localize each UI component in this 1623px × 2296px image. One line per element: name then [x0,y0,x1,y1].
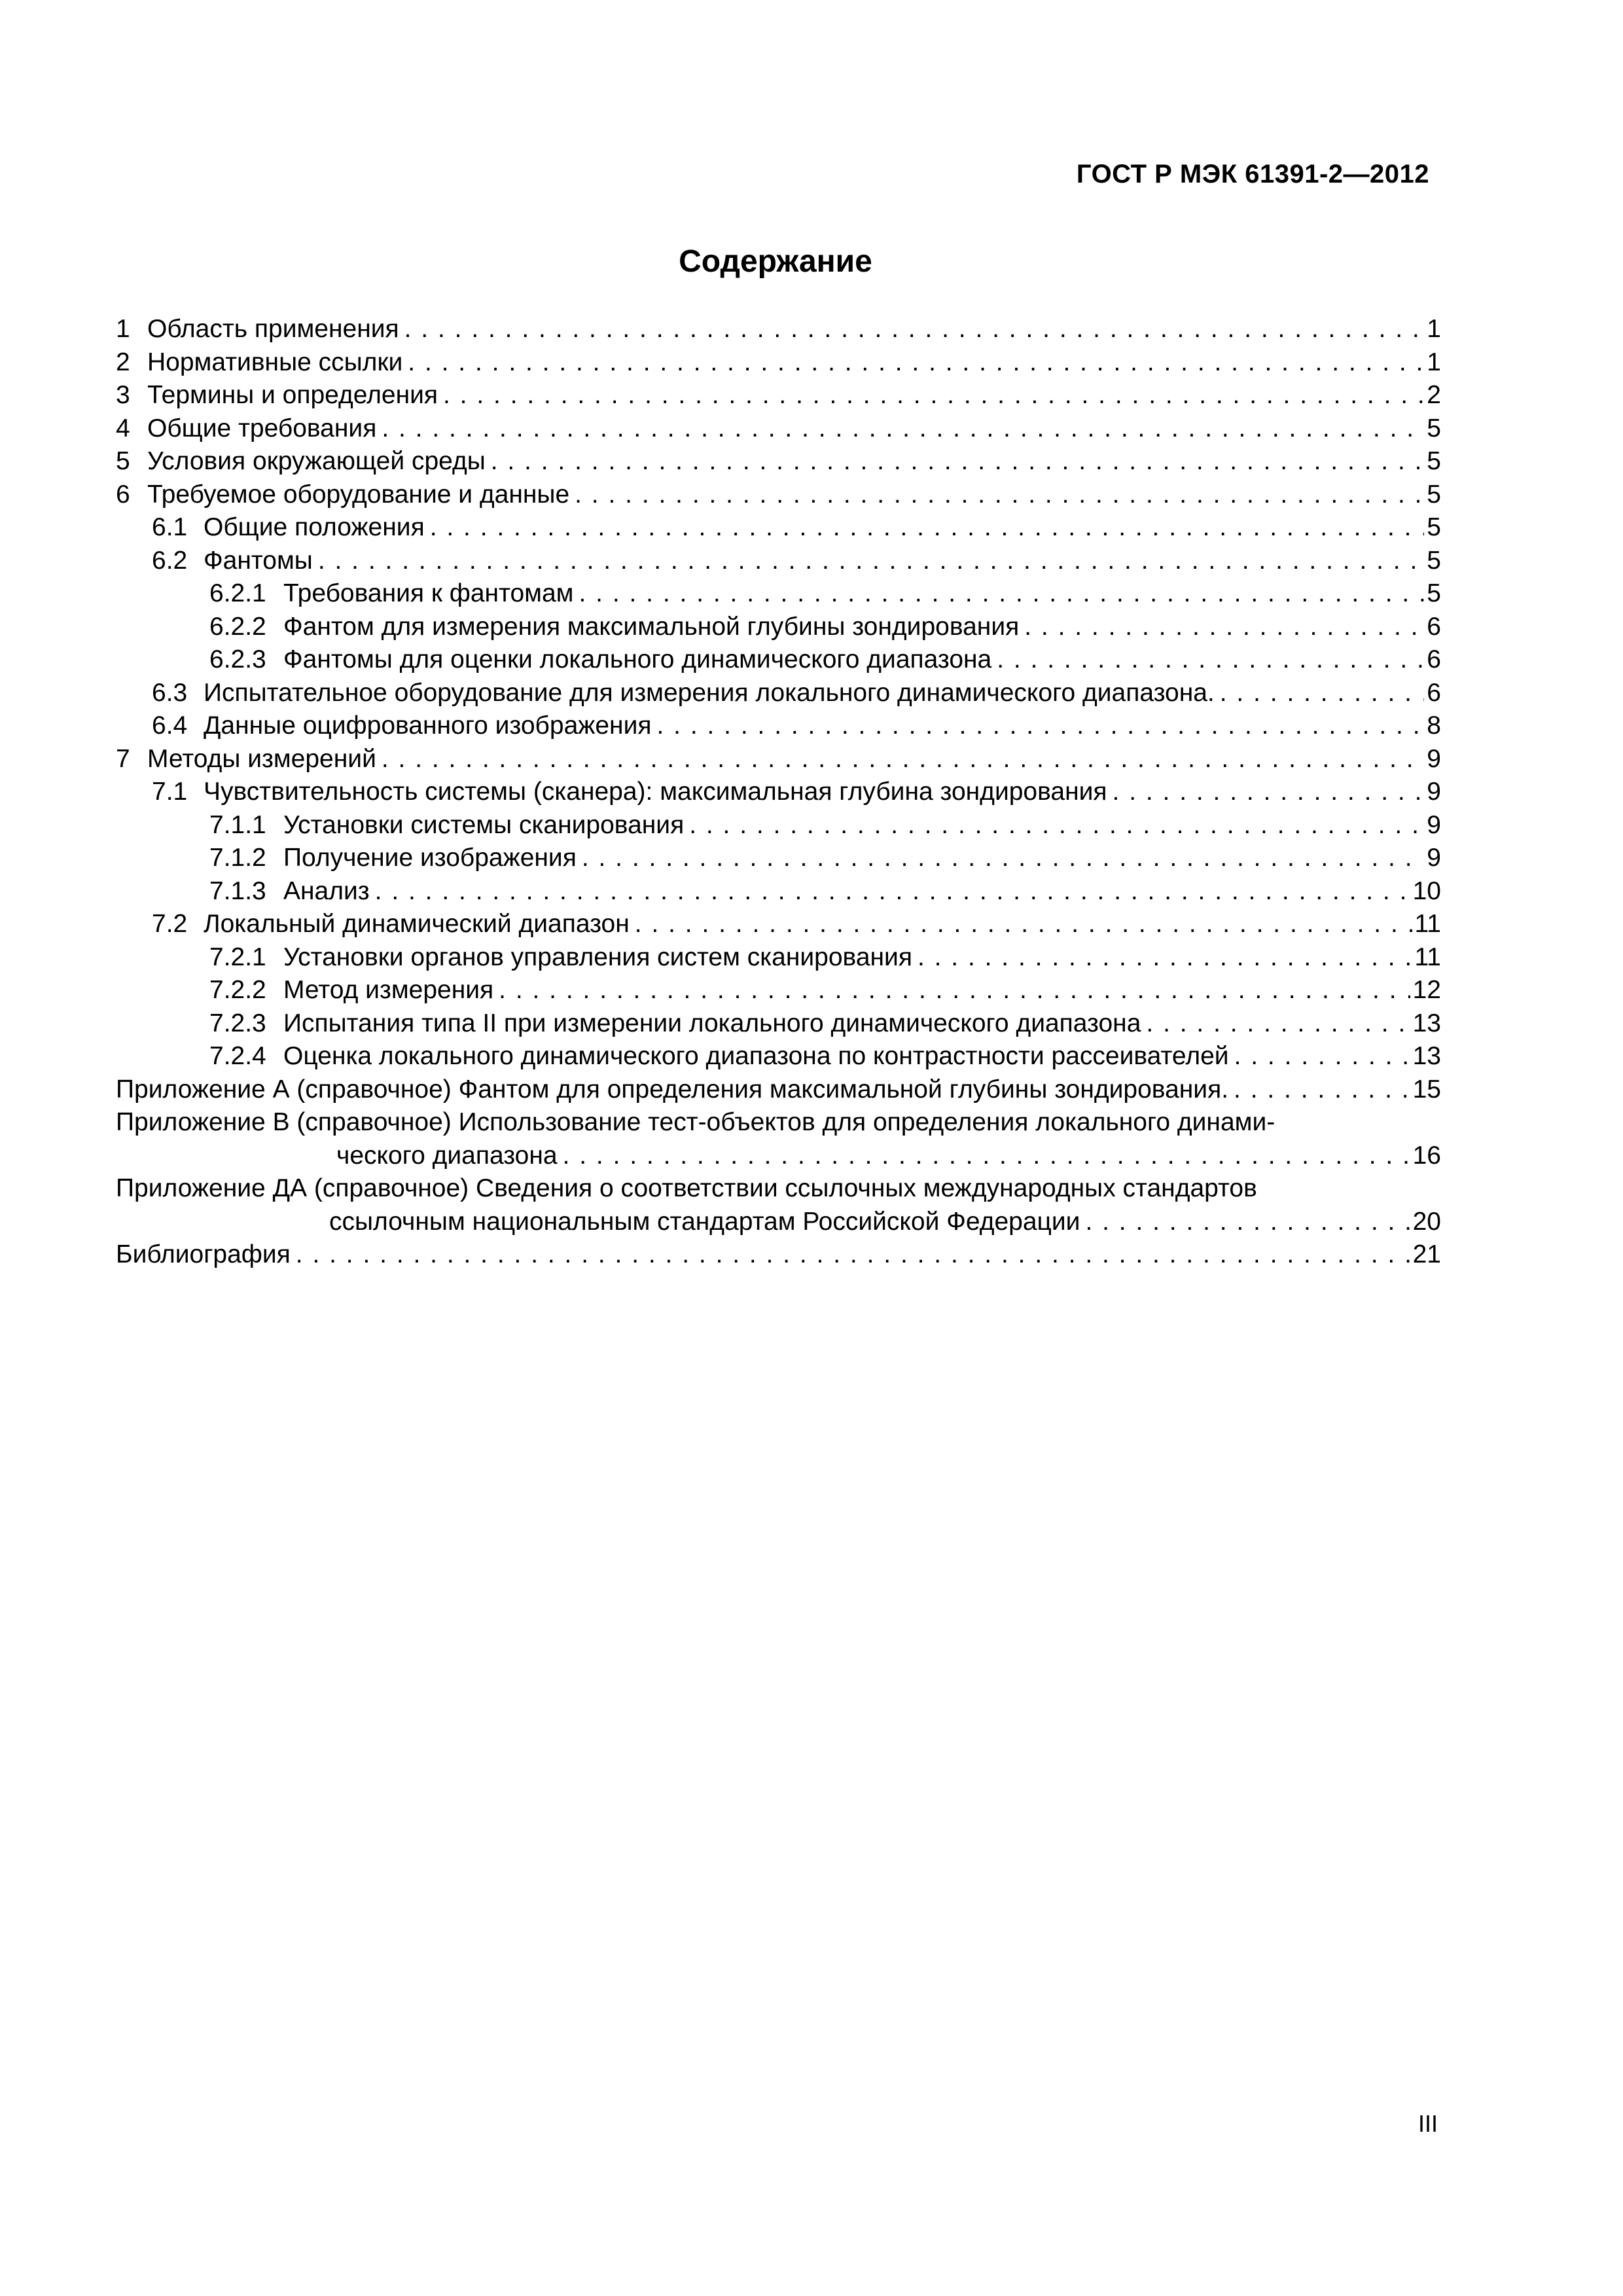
toc-entry-page: 1 [1427,315,1441,343]
toc-leader-dots [499,974,1410,1007]
toc-entry-number: 1 [116,315,130,343]
toc-entry-label: Методы измерений [147,744,376,773]
toc-entry-label: Библиография [116,1240,291,1268]
toc-entry[interactable] [116,346,1441,380]
toc-entry-number: 6 [116,480,130,509]
toc-entry-number: 6.1 [152,513,188,541]
toc-entry-label: Получение изображения [283,844,577,872]
toc-entry-number: 7.2.4 [209,1042,266,1070]
toc-entry-number: 6.2.1 [209,579,266,607]
toc-entry-page: 10 [1412,876,1441,905]
toc-entry-label: Испытания типа II при измерении локального динамического диапазона [283,1009,1141,1037]
toc-entry-page: 6 [1427,678,1441,707]
toc-leader-dots [382,412,1424,446]
toc-entry[interactable] [116,412,1441,446]
toc-entry-number: 7.1.1 [209,810,266,839]
toc-entry[interactable] [116,313,1441,346]
toc-entry-page: 5 [1427,579,1441,607]
toc-entry-label: Условия окружающей среды [147,447,486,475]
toc-entry-label: Термины и определения [147,381,438,409]
toc-entry[interactable] [116,809,1441,842]
toc-leader-dots [918,941,1412,975]
toc-entry-label: Установки системы сканирования [283,810,685,839]
toc-entry[interactable] [116,1007,1441,1041]
toc-entry-label: Требования к фантомам [283,579,574,607]
toc-entry[interactable] [116,611,1441,644]
toc-entry-appendix-da-line2[interactable] [116,1206,1441,1239]
toc-leader-dots [1220,677,1425,710]
toc-leader-dots [404,313,1425,346]
toc-entry-number: 7 [116,744,130,773]
toc-entry-number: 7.1.3 [209,876,266,905]
toc-entry-number: 6.2.2 [209,612,266,641]
toc-entry[interactable] [116,743,1441,776]
toc-entry[interactable] [116,577,1441,611]
toc-leader-dots [1234,1073,1410,1107]
toc-leader-dots [575,478,1424,512]
toc-entry-page: 9 [1427,744,1441,773]
toc-entry-number: 6.4 [152,711,188,740]
toc-entry[interactable] [116,842,1441,875]
toc-entry-page: 5 [1427,480,1441,509]
toc-entry-number: 4 [116,414,130,442]
toc-entry-number: 6.3 [152,678,188,707]
toc-entry-page: 8 [1427,711,1441,740]
toc-entry[interactable] [116,545,1441,578]
toc-entry[interactable] [116,875,1441,908]
page-number: III [1418,2110,1438,2137]
toc-entry-appendix-da-line1[interactable] [116,1172,1441,1206]
toc-entry-number: 7.1.2 [209,844,266,872]
toc-entry-label: Установки органов управления систем сканирования [283,942,912,971]
toc-entry-page: 6 [1427,645,1441,673]
toc-entry-page: 9 [1427,844,1441,872]
toc-entry[interactable] [116,677,1441,710]
toc-entry[interactable] [116,511,1441,545]
toc-entry-page: 11 [1414,942,1441,971]
toc-leader-dots [430,511,1425,545]
toc-entry-number: 6.2 [152,546,188,575]
toc-entry-label: Фантом для измерения максимальной глубины зондирования [283,612,1020,641]
toc-entry-label: ческого диапазона [336,1141,558,1170]
toc-entry-label: Данные оцифрованного изображения [204,711,652,740]
toc-leader-dots [689,809,1424,842]
toc-entry-label: Испытательное оборудование для измерения локального динамического диапазона. [204,678,1215,707]
toc-leader-dots [657,709,1425,743]
toc-entry[interactable] [116,941,1441,975]
toc-leader-dots [563,1139,1410,1173]
toc-entry-page: 16 [1412,1141,1441,1170]
toc-entry-page: 6 [1427,612,1441,641]
toc-entry-appendix-a[interactable] [116,1073,1441,1107]
toc-entry-label: Требуемое оборудование и данные [147,480,570,509]
toc-leader-dots [382,743,1424,776]
toc-entry[interactable] [116,445,1441,478]
page-title: Содержание [679,244,872,279]
toc-entry[interactable] [116,643,1441,677]
toc-leader-dots [1234,1040,1410,1073]
toc-entry[interactable] [116,776,1441,809]
toc-entry-number: 7.2.1 [209,942,266,971]
toc-entry-label: Анализ [283,876,370,905]
toc-entry-label: ссылочным национальным стандартам Российской Федерации [329,1207,1080,1236]
toc-leader-dots [408,346,1424,380]
toc-leader-dots [579,577,1425,611]
toc-entry-appendix-b-line2[interactable] [116,1139,1441,1173]
toc-entry-number: 2 [116,348,130,376]
toc-entry[interactable] [116,709,1441,743]
toc-entry-page: 5 [1427,447,1441,475]
toc-entry-label: Приложение ДА (справочное) Сведения о соответствии ссылочных международных стандартов [116,1174,1257,1202]
toc-leader-dots [318,545,1424,578]
toc-entry-number: 6.2.3 [209,645,266,673]
toc-entry-page: 9 [1427,778,1441,806]
toc-entry-page: 12 [1412,976,1441,1004]
toc-leader-dots [1146,1007,1410,1041]
toc-entry-page: 21 [1412,1240,1441,1268]
toc-leader-dots [997,643,1424,677]
toc-entry[interactable] [116,1040,1441,1073]
toc-leader-dots [1085,1206,1410,1239]
toc-entry-bibliography[interactable] [116,1238,1441,1272]
document-code: ГОСТ Р МЭК 61391-2—2012 [1076,160,1429,188]
toc-entry-number: 7.2.3 [209,1009,266,1037]
toc-leader-dots [635,908,1412,941]
toc-leader-dots [491,445,1425,478]
toc-entry-label: Нормативные ссылки [147,348,403,376]
toc-entry-label: Фантомы для оценки локального динамического диапазона [283,645,992,673]
toc-entry-number: 3 [116,381,130,409]
toc-entry-label: Метод измерения [283,976,494,1004]
toc-leader-dots [1113,776,1425,809]
toc-entry[interactable] [116,908,1441,941]
toc-leader-dots [582,842,1424,875]
table-of-contents [116,313,1441,1272]
toc-leader-dots [443,379,1424,412]
toc-entry-page: 5 [1427,546,1441,575]
toc-entry-number: 7.1 [152,778,188,806]
toc-entry-number: 7.2 [152,910,188,938]
toc-entry-label: Оценка локального динамического диапазона по контрастности рассеивателей [283,1042,1229,1070]
toc-entry-page: 9 [1427,810,1441,839]
toc-entry[interactable] [116,974,1441,1007]
toc-entry-page: 13 [1412,1009,1441,1037]
toc-entry-page: 20 [1412,1207,1441,1236]
toc-entry-page: 15 [1412,1075,1441,1103]
toc-entry-number: 5 [116,447,130,475]
toc-leader-dots [375,875,1410,908]
toc-entry-label: Общие требования [147,414,377,442]
toc-entry-appendix-b-line1[interactable] [116,1106,1441,1139]
toc-entry-page: 2 [1427,381,1441,409]
toc-entry-label: Приложение А (справочное) Фантом для определения максимальной глубины зондирования. [116,1075,1229,1103]
toc-entry-label: Локальный динамический диапазон [204,910,630,938]
toc-entry-label: Чувствительность системы (сканера): максимальная глубина зондирования [204,778,1107,806]
toc-entry-number: 7.2.2 [209,976,266,1004]
toc-entry-label: Приложение В (справочное) Использование тест-объектов для определения локального динами- [116,1108,1275,1136]
toc-entry-page: 5 [1427,513,1441,541]
toc-entry-page: 1 [1427,348,1441,376]
toc-leader-dots [1024,611,1424,644]
toc-entry-label: Область применения [147,315,399,343]
toc-leader-dots [296,1238,1410,1272]
toc-entry[interactable] [116,379,1441,412]
toc-entry[interactable] [116,478,1441,512]
toc-entry-label: Общие положения [204,513,425,541]
toc-entry-page: 11 [1414,910,1441,938]
toc-entry-page: 13 [1412,1042,1441,1070]
toc-entry-page: 5 [1427,414,1441,442]
toc-entry-label: Фантомы [204,546,313,575]
